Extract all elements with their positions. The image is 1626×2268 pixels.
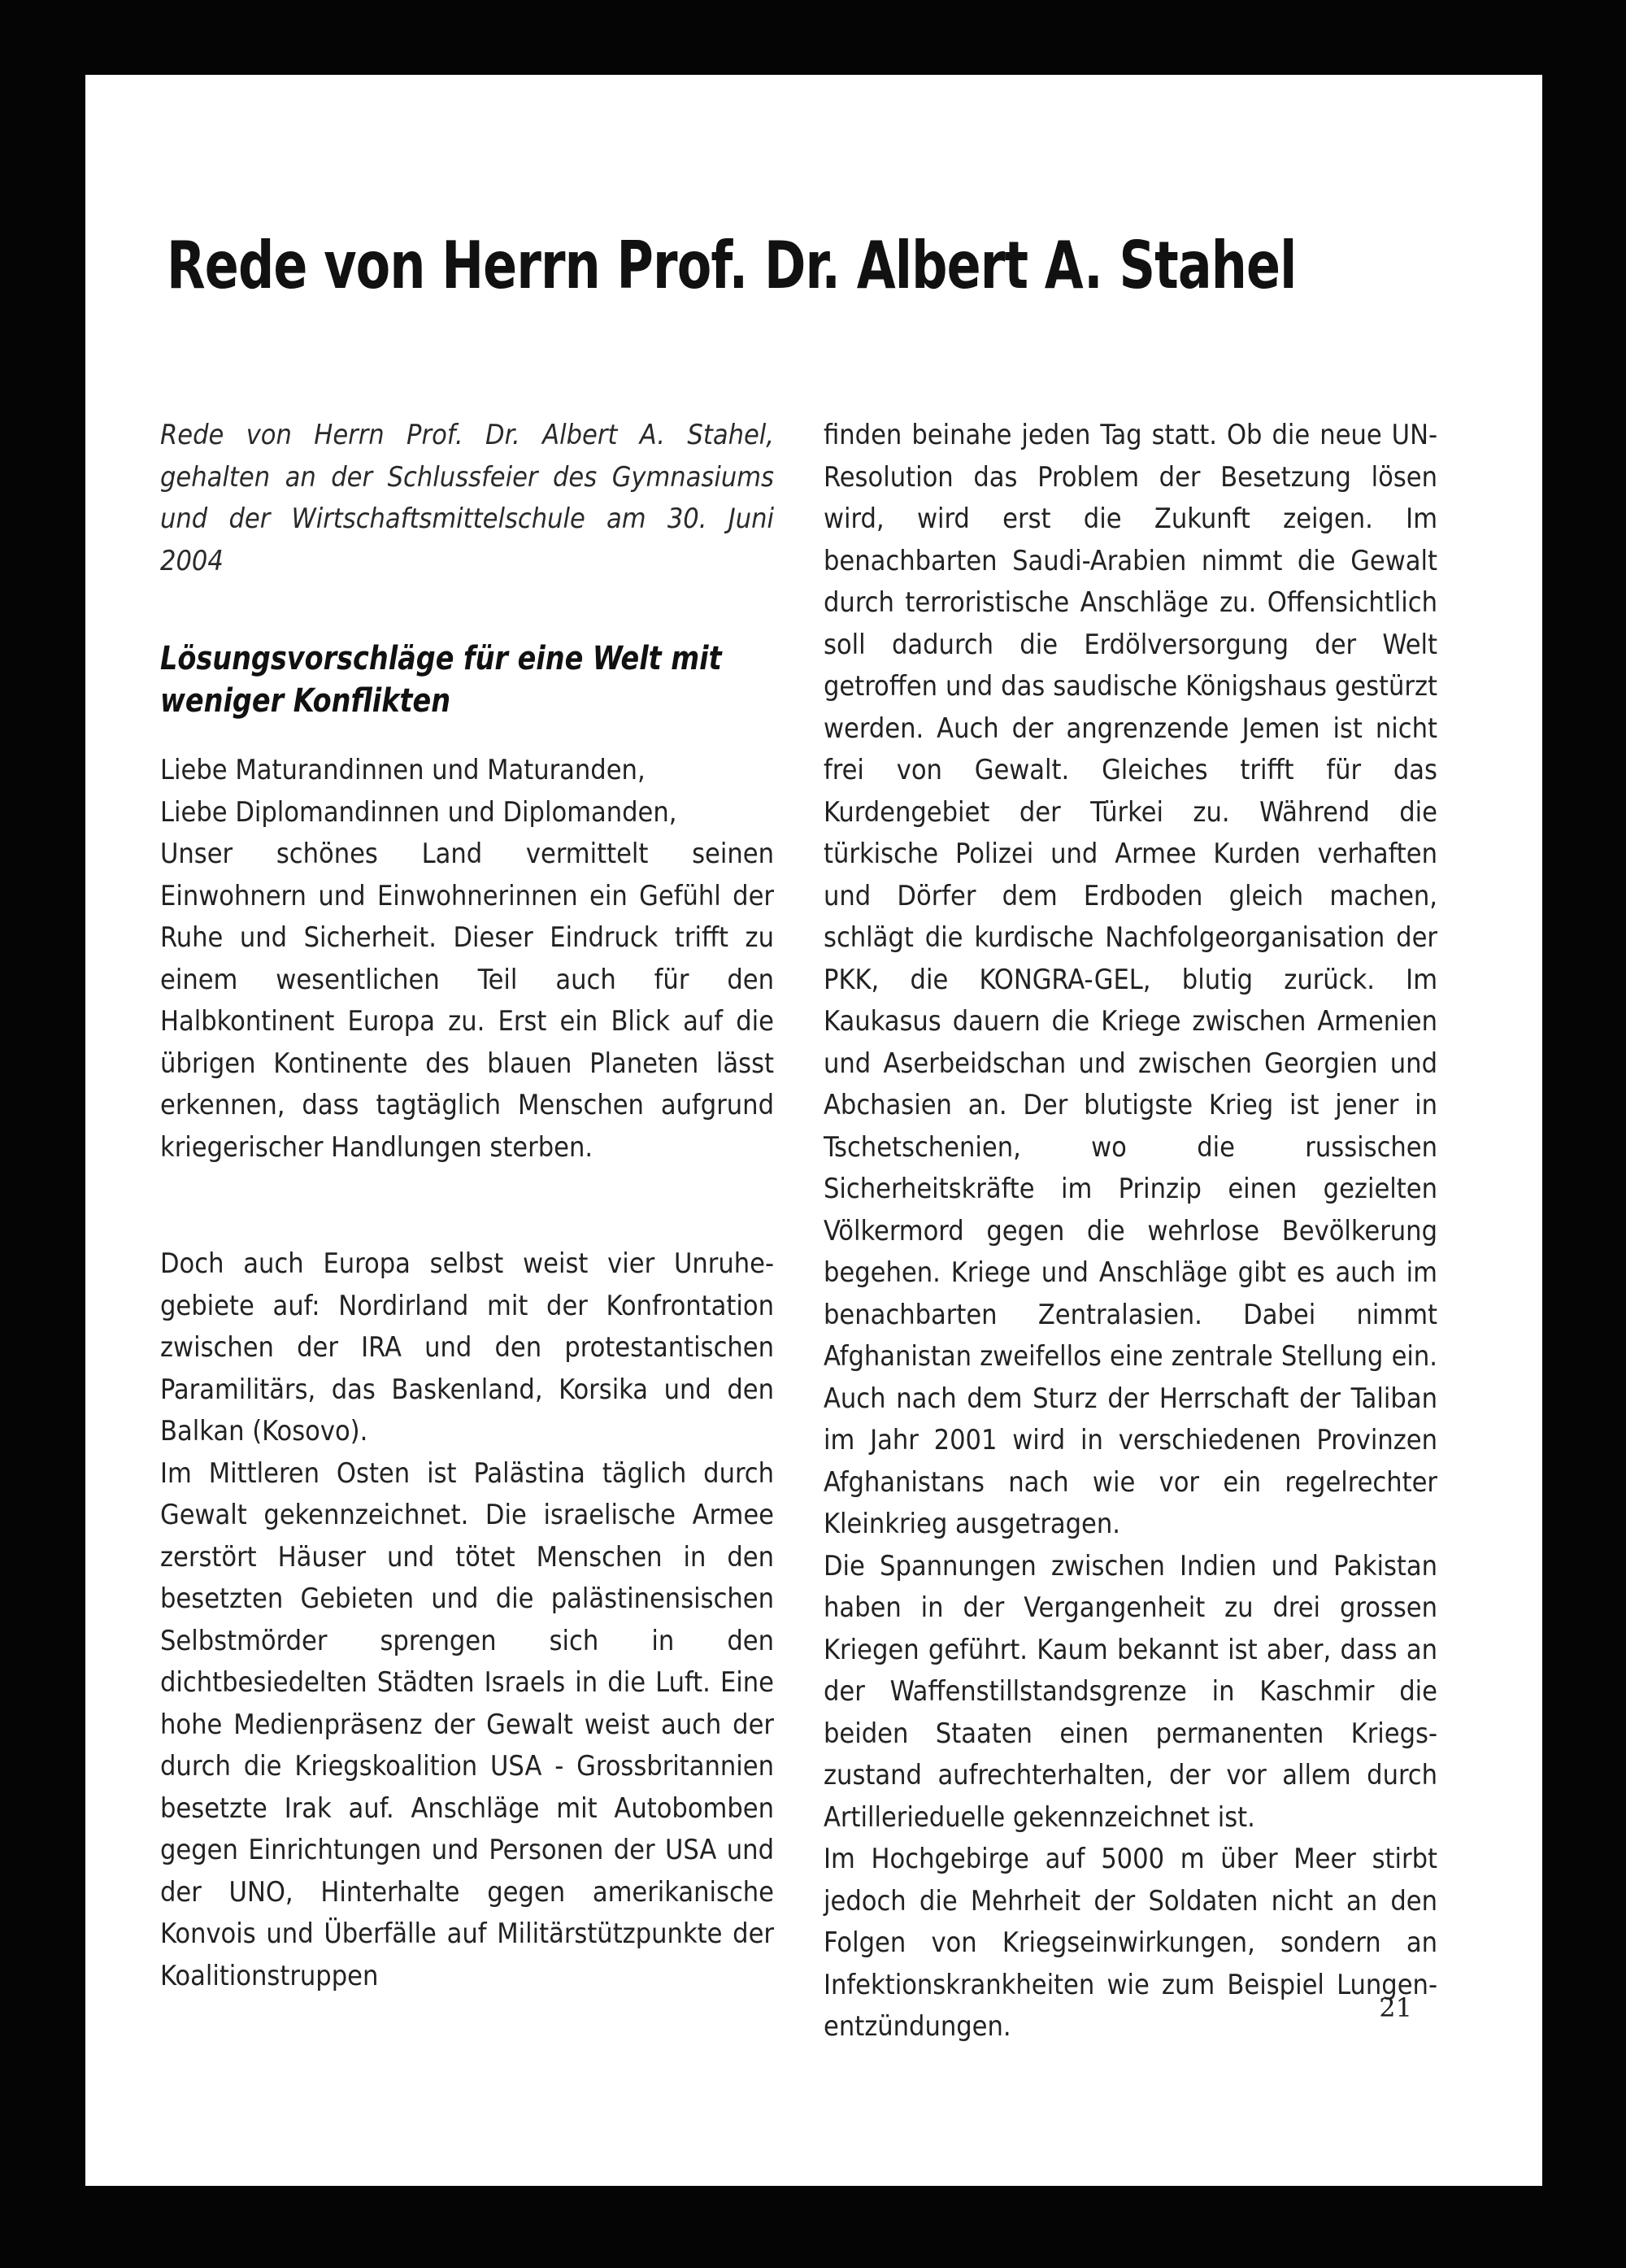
body-paragraph: Im Hochgebirge auf 5000 m über Meer stirbt jedoch die Mehrheit der Soldaten nicht an den Folgen von Kriegseinwirkungen, sondern an Infektionskrankheiten wie zum Beispiel Lungenentzündungen. <box>824 1843 1437 2043</box>
page-number: 21 <box>1379 1992 1412 2023</box>
paragraph-spacer <box>160 1169 774 1243</box>
greeting-line: Liebe Maturandinnen und Maturanden, <box>160 754 646 786</box>
body-paragraph: Im Mittleren Osten ist Palästina täglich durch Gewalt gekennzeichnet. Die israelische Armee zerstört Häuser und tötet Menschen in den besetzten Gebieten und die palästinensischen Selbstmörder sprengen sich in den dichtbesiedelten Städten Israels in die Luft. Eine hohe Medienpräsenz der Gewalt weist auch der durch die Kriegskoalition USA - Grossbritannien besetzte Irak auf. Anschläge mit Autobomben gegen Einrichtungen und Personen der USA und der UNO, Hinterhalte gegen amerikanische Konvois und Überfälle auf Militärstützpunkte der Koalitionstruppen <box>160 1456 774 1992</box>
body-paragraph: finden beinahe jeden Tag statt. Ob die neue UN-Resolution das Problem der Besetzung lösen wird, wird erst die Zukunft zeigen. Im benachbarten Saudi-Arabien nimmt die Gewalt durch terroristische Anschläge zu. Offensichtlich soll dadurch die Erdölversorgung der Welt getroffen und das saudische Königshaus gestürzt werden. Auch der angrenzende Jemen ist nicht frei von Gewalt. Gleiches trifft für das Kurdengebiet der Türkei zu. Während die türkische Polizei und Armee Kurden verhaften und Dörfer dem Erdboden gleich machen, schlägt die kurdische Nachfolgeorganisation der PKK, die KONGRA-GEL, blutig zurück. Im Kaukasus dauern die Kriege zwischen Armenien und Aserbeidschan und zwischen Georgien und Abchasien an. Der blutigste Krieg ist jener in Tschetschenien, wo die russischen Sicherheitskräfte im Prinzip einen gezielten Völkermord gegen die wehrlose Bevölkerung begehen. Kriege und Anschläge gibt es auch im benachbarten Zentralasien. Dabei nimmt Afghanistan zweifellos eine zentrale Stellung ein. Auch nach dem Sturz der Herrschaft der Taliban im Jahr 2001 wird in verschiedenen Provinzen Afghanistans nach wie vor ein regelrechter Kleinkrieg ausgetragen. <box>824 419 1437 1540</box>
left-column <box>160 415 774 1997</box>
section-heading: Lösungsvorschläge für eine Welt mit weniger Konflikten <box>160 640 722 720</box>
body-paragraph: Die Spannungen zwischen Indien und Pakistan haben in der Vergangenheit zu drei grossen Kriegen geführt. Kaum bekannt ist aber, dass an der Waffenstillstandsgrenze in Kaschmir die beiden Staaten einen permanenten Kriegszustand aufrechterhalten, der vor allem durch Artillerieduelle gekennzeichnet ist. <box>824 1549 1437 1834</box>
intro-text: Rede von Herrn Prof. Dr. Albert A. Stahel, gehalten an der Schlussfeier des Gymnasiums und der Wirtschaftsmittelschule am 30. Juni 2004 <box>160 419 774 577</box>
body-paragraph: Doch auch Europa selbst weist vier Unruhegebiete auf: Nordirland mit der Konfrontation zwischen der IRA und den protestantischen Paramilitärs, das Baskenland, Korsika und den Balkan (Kosovo). <box>160 1247 774 1447</box>
right-column <box>824 415 1437 2048</box>
greeting-line: Liebe Diplomandinnen und Diplomanden, <box>160 795 677 829</box>
body-paragraph: Unser schönes Land vermittelt seinen Einwohnern und Einwohnerinnen ein Gefühl der Ruhe und Sicherheit. Dieser Eindruck trifft zu einem wesentlichen Teil auch für den Halbkontinent Europa zu. Erst ein Blick auf die übrigen Kontinente des blauen Planeten lässt erkennen, dass tagtäglich Menschen aufgrund kriegerischer Handlungen sterben. <box>160 838 774 1164</box>
document-page <box>85 75 1542 2186</box>
page-title: Rede von Herrn Prof. Dr. Albert A. Stahel <box>167 228 1297 303</box>
